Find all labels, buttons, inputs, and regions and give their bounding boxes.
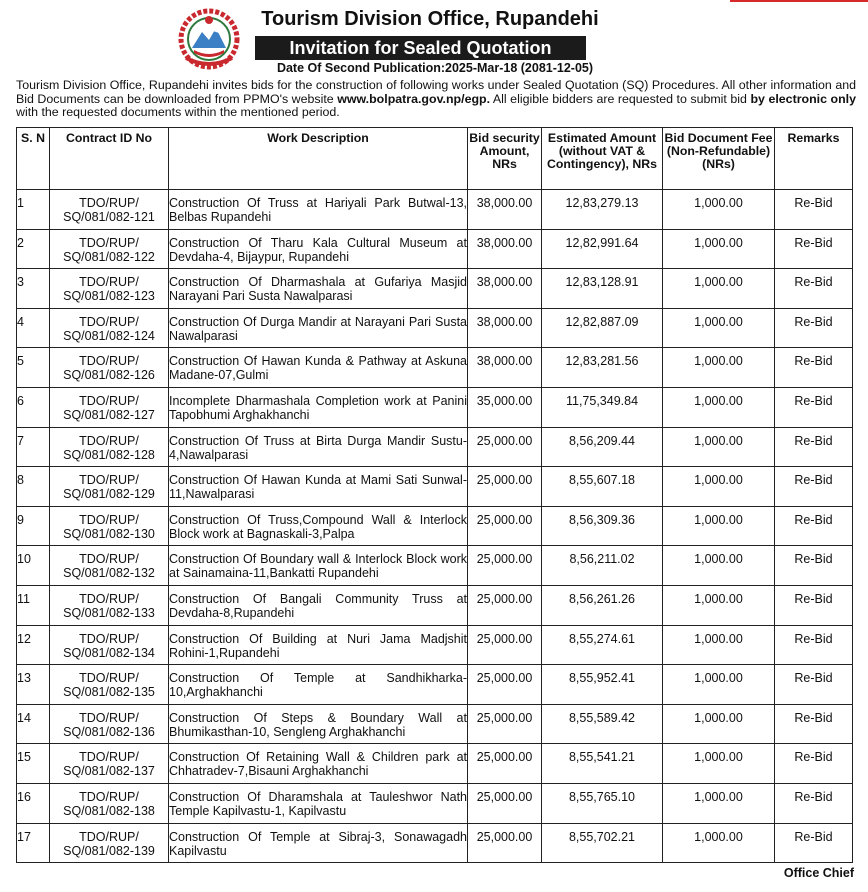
row-remark: Re-Bid (775, 348, 853, 388)
table-row (17, 823, 853, 863)
row-estimated-amount: 12,82,991.64 (542, 229, 663, 269)
row-sn: 13 (17, 665, 50, 705)
row-sn: 3 (17, 269, 50, 309)
intro-text-3: with the requested documents within the mentioned period. (16, 105, 340, 120)
row-bid-security: 25,000.00 (468, 783, 542, 823)
row-remark: Re-Bid (775, 229, 853, 269)
row-work-description: Construction Of Hawan Kunda at Mami Sati Sunwal-11,Nawalparasi (169, 467, 468, 507)
row-work-description: Construction Of Truss,Compound Wall & Interlock Block work at Bagnaskali-3,Palpa (169, 506, 468, 546)
row-estimated-amount: 8,56,261.26 (542, 585, 663, 625)
row-sn: 15 (17, 744, 50, 784)
row-contract-id: TDO/RUP/ SQ/081/082-134 (50, 625, 169, 665)
row-remark: Re-Bid (775, 467, 853, 507)
row-contract-id: TDO/RUP/ SQ/081/082-128 (50, 427, 169, 467)
table-row (17, 229, 853, 269)
row-sn: 17 (17, 823, 50, 863)
table-row (17, 190, 853, 230)
row-bid-fee: 1,000.00 (663, 308, 775, 348)
row-bid-fee: 1,000.00 (663, 744, 775, 784)
row-sn: 7 (17, 427, 50, 467)
row-bid-security: 25,000.00 (468, 704, 542, 744)
row-estimated-amount: 12,83,281.56 (542, 348, 663, 388)
row-bid-security: 25,000.00 (468, 585, 542, 625)
row-remark: Re-Bid (775, 506, 853, 546)
row-bid-security: 38,000.00 (468, 348, 542, 388)
row-contract-id: TDO/RUP/ SQ/081/082-132 (50, 546, 169, 586)
row-work-description: Construction Of Building at Nuri Jama Madjshit Rohini-1,Rupandehi (169, 625, 468, 665)
row-work-description: Construction Of Bangali Community Truss at Devdaha-8,Rupandehi (169, 585, 468, 625)
row-bid-fee: 1,000.00 (663, 625, 775, 665)
row-contract-id: TDO/RUP/ SQ/081/082-121 (50, 190, 169, 230)
row-remark: Re-Bid (775, 387, 853, 427)
row-remark: Re-Bid (775, 308, 853, 348)
table-row (17, 783, 853, 823)
intro-text-2: All eligible bidders are requested to submit bid (490, 91, 751, 106)
row-bid-fee: 1,000.00 (663, 704, 775, 744)
row-work-description: Construction Of Durga Mandir at Narayani Pari Susta Nawalparasi (169, 308, 468, 348)
row-estimated-amount: 8,55,952.41 (542, 665, 663, 705)
row-work-description: Construction Of Dharamshala at Tauleshwor Nath Temple Kapilvastu-1, Kapilvastu (169, 783, 468, 823)
table-header-row (17, 128, 853, 190)
nepal-emblem-icon (176, 8, 242, 70)
row-contract-id: TDO/RUP/ SQ/081/082-126 (50, 348, 169, 388)
row-contract-id: TDO/RUP/ SQ/081/082-124 (50, 308, 169, 348)
office-title: Tourism Division Office, Rupandehi (261, 8, 599, 30)
row-remark: Re-Bid (775, 665, 853, 705)
header-remarks: Remarks (775, 128, 853, 190)
table-row (17, 665, 853, 705)
row-bid-security: 38,000.00 (468, 269, 542, 309)
table-row (17, 704, 853, 744)
row-remark: Re-Bid (775, 269, 853, 309)
row-work-description: Construction Of Truss at Hariyali Park Butwal-13, Belbas Rupandehi (169, 190, 468, 230)
table-row (17, 308, 853, 348)
publication-date: Date Of Second Publication:2025-Mar-18 (2081-12-05) (276, 61, 594, 75)
row-contract-id: TDO/RUP/ SQ/081/082-130 (50, 506, 169, 546)
row-bid-fee: 1,000.00 (663, 506, 775, 546)
header-work-description: Work Description (169, 128, 468, 190)
row-bid-security: 25,000.00 (468, 546, 542, 586)
row-bid-fee: 1,000.00 (663, 427, 775, 467)
row-contract-id: TDO/RUP/ SQ/081/082-139 (50, 823, 169, 863)
row-work-description: Construction Of Dharmashala at Gufariya Masjid Narayani Pari Susta Nawalparasi (169, 269, 468, 309)
table-row (17, 585, 853, 625)
row-bid-fee: 1,000.00 (663, 269, 775, 309)
row-estimated-amount: 8,56,209.44 (542, 427, 663, 467)
row-bid-fee: 1,000.00 (663, 387, 775, 427)
top-accent-line (730, 0, 868, 2)
row-bid-fee: 1,000.00 (663, 546, 775, 586)
row-bid-security: 35,000.00 (468, 387, 542, 427)
row-contract-id: TDO/RUP/ SQ/081/082-136 (50, 704, 169, 744)
row-sn: 11 (17, 585, 50, 625)
header-bid-security: Bid security Amount, NRs (468, 128, 542, 190)
signature-office-chief: Office Chief (783, 866, 854, 880)
row-work-description: Incomplete Dharmashala Completion work at Panini Tapobhumi Arghakhanchi (169, 387, 468, 427)
row-estimated-amount: 11,75,349.84 (542, 387, 663, 427)
table-row (17, 348, 853, 388)
row-remark: Re-Bid (775, 190, 853, 230)
row-estimated-amount: 8,56,309.36 (542, 506, 663, 546)
table-row (17, 506, 853, 546)
row-sn: 8 (17, 467, 50, 507)
row-sn: 14 (17, 704, 50, 744)
row-bid-security: 25,000.00 (468, 744, 542, 784)
row-bid-security: 38,000.00 (468, 190, 542, 230)
row-bid-security: 25,000.00 (468, 823, 542, 863)
row-sn: 10 (17, 546, 50, 586)
row-estimated-amount: 8,55,589.42 (542, 704, 663, 744)
row-remark: Re-Bid (775, 704, 853, 744)
header-contract-id: Contract ID No (50, 128, 169, 190)
row-estimated-amount: 12,83,279.13 (542, 190, 663, 230)
row-sn: 16 (17, 783, 50, 823)
row-bid-security: 25,000.00 (468, 625, 542, 665)
row-bid-fee: 1,000.00 (663, 348, 775, 388)
header-sn: S. N (17, 128, 50, 190)
row-sn: 1 (17, 190, 50, 230)
row-bid-security: 25,000.00 (468, 506, 542, 546)
row-work-description: Construction Of Boundary wall & Interlock Block work at Sainamaina-11,Bankatti Rupandehi (169, 546, 468, 586)
row-contract-id: TDO/RUP/ SQ/081/082-135 (50, 665, 169, 705)
row-bid-fee: 1,000.00 (663, 585, 775, 625)
row-sn: 2 (17, 229, 50, 269)
row-contract-id: TDO/RUP/ SQ/081/082-138 (50, 783, 169, 823)
row-estimated-amount: 8,55,765.10 (542, 783, 663, 823)
row-bid-security: 38,000.00 (468, 229, 542, 269)
row-bid-fee: 1,000.00 (663, 665, 775, 705)
row-sn: 4 (17, 308, 50, 348)
row-estimated-amount: 8,56,211.02 (542, 546, 663, 586)
row-contract-id: TDO/RUP/ SQ/081/082-133 (50, 585, 169, 625)
table-row (17, 744, 853, 784)
row-estimated-amount: 8,55,274.61 (542, 625, 663, 665)
row-contract-id: TDO/RUP/ SQ/081/082-122 (50, 229, 169, 269)
row-remark: Re-Bid (775, 625, 853, 665)
row-sn: 12 (17, 625, 50, 665)
row-work-description: Construction Of Truss at Birta Durga Mandir Sustu-4,Nawalparasi (169, 427, 468, 467)
row-estimated-amount: 12,82,887.09 (542, 308, 663, 348)
row-bid-fee: 1,000.00 (663, 467, 775, 507)
invitation-banner: Invitation for Sealed Quotation (255, 36, 586, 60)
row-bid-fee: 1,000.00 (663, 229, 775, 269)
row-bid-security: 25,000.00 (468, 427, 542, 467)
row-remark: Re-Bid (775, 823, 853, 863)
table-row (17, 387, 853, 427)
row-contract-id: TDO/RUP/ SQ/081/082-127 (50, 387, 169, 427)
row-remark: Re-Bid (775, 585, 853, 625)
row-contract-id: TDO/RUP/ SQ/081/082-137 (50, 744, 169, 784)
table-row (17, 546, 853, 586)
row-contract-id: TDO/RUP/ SQ/081/082-129 (50, 467, 169, 507)
row-bid-fee: 1,000.00 (663, 190, 775, 230)
row-remark: Re-Bid (775, 744, 853, 784)
intro-text-1: Tourism Division Office, Rupandehi invites bids for the construction of following works under Sealed Quotation (SQ) Procedures. All other information and Bid Documents can be downloaded from PPMO's website (16, 78, 856, 106)
row-sn: 9 (17, 506, 50, 546)
row-work-description: Construction Of Temple at Sibraj-3, Sonawagadh Kapilvastu (169, 823, 468, 863)
row-bid-security: 25,000.00 (468, 467, 542, 507)
intro-emphasis: by electronic only (750, 91, 856, 106)
row-work-description: Construction Of Steps & Boundary Wall at Bhumikasthan-10, Sengleng Arghakhanchi (169, 704, 468, 744)
row-sn: 5 (17, 348, 50, 388)
header-bid-fee: Bid Document Fee (Non-Refundable) (NRs) (663, 128, 775, 190)
row-bid-fee: 1,000.00 (663, 823, 775, 863)
table-row (17, 467, 853, 507)
row-bid-security: 25,000.00 (468, 665, 542, 705)
table-row (17, 427, 853, 467)
header-estimated-amount: Estimated Amount (without VAT & Contingency), NRs (542, 128, 663, 190)
works-table (16, 127, 853, 863)
row-bid-security: 38,000.00 (468, 308, 542, 348)
row-sn: 6 (17, 387, 50, 427)
row-work-description: Construction Of Retaining Wall & Children park at Chhatradev-7,Bisauni Arghakhanchi (169, 744, 468, 784)
table-row (17, 269, 853, 309)
table-row (17, 625, 853, 665)
row-estimated-amount: 8,55,702.21 (542, 823, 663, 863)
row-contract-id: TDO/RUP/ SQ/081/082-123 (50, 269, 169, 309)
row-bid-fee: 1,000.00 (663, 783, 775, 823)
row-work-description: Construction Of Temple at Sandhikharka-10,Arghakhanchi (169, 665, 468, 705)
row-estimated-amount: 8,55,607.18 (542, 467, 663, 507)
intro-paragraph (16, 79, 856, 120)
row-work-description: Construction Of Tharu Kala Cultural Museum at Devdaha-4, Bijaypur, Rupandehi (169, 229, 468, 269)
website-link[interactable]: www.bolpatra.gov.np/egp. (337, 91, 491, 106)
row-remark: Re-Bid (775, 546, 853, 586)
row-estimated-amount: 12,83,128.91 (542, 269, 663, 309)
row-remark: Re-Bid (775, 783, 853, 823)
row-remark: Re-Bid (775, 427, 853, 467)
row-work-description: Construction Of Hawan Kunda & Pathway at Askuna Madane-07,Gulmi (169, 348, 468, 388)
row-estimated-amount: 8,55,541.21 (542, 744, 663, 784)
